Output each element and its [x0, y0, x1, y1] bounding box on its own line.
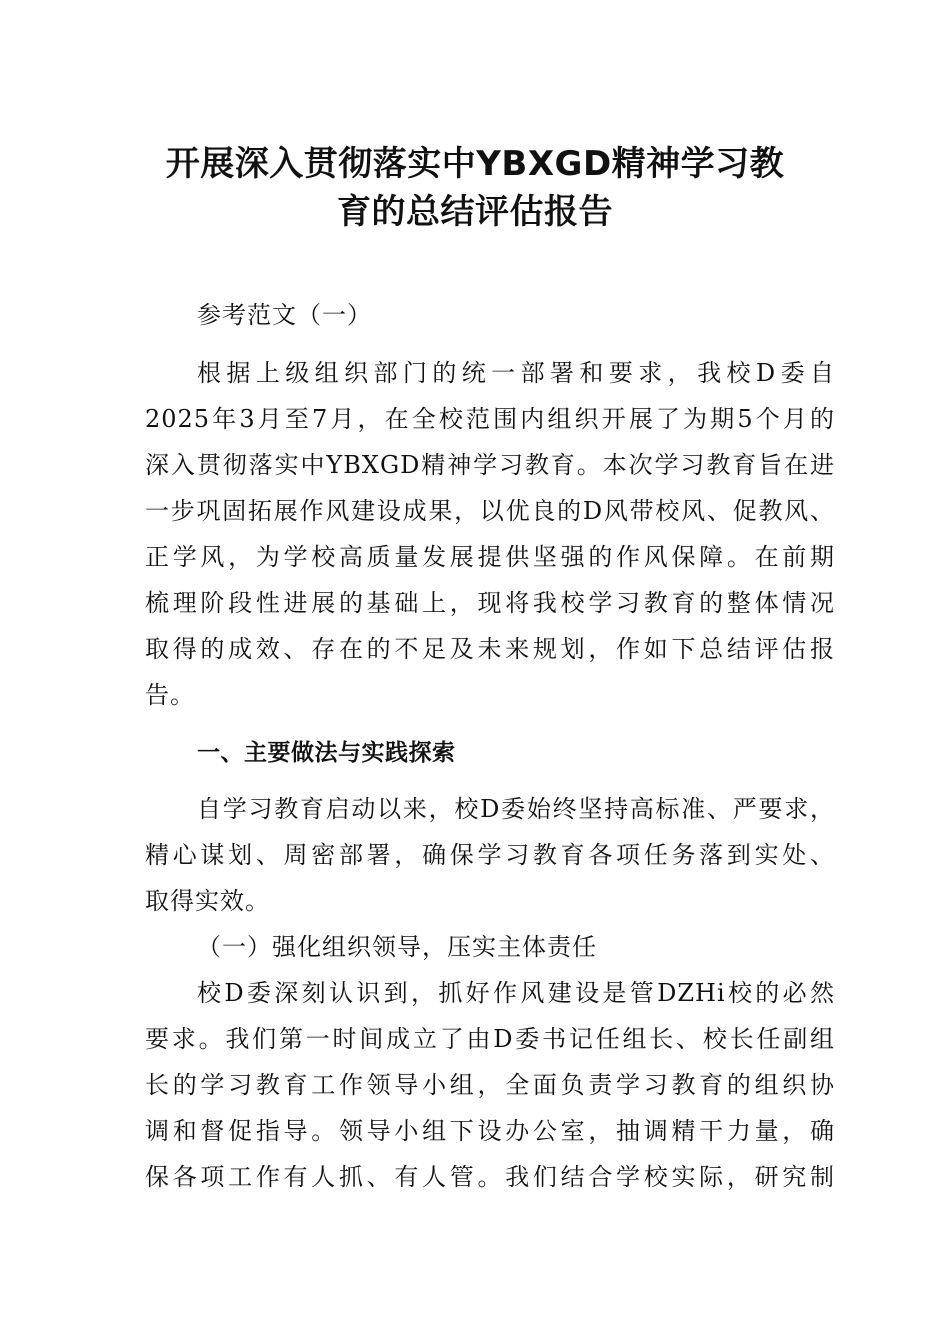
intro-line-4: 一步巩固拓展作风建设成果，以优良的D风带校风、促教风、: [145, 497, 835, 525]
intro-line-3: 深入贯彻落实中YBXGD精神学习教育。本次学习教育旨在进: [145, 451, 835, 479]
intro-line-1: 根据上级组织部门的统一部署和要求，我校D委自: [197, 359, 835, 387]
subsection-1-line-2: 要求。我们第一时间成立了由D委书记任组长、校长任副组: [145, 1025, 835, 1053]
document-title-line-2: 育的总结评估报告: [337, 192, 613, 232]
subsection-1-heading: （一）强化组织领导，压实主体责任: [197, 933, 597, 961]
section-1-heading: 一、主要做法与实践探索: [197, 740, 456, 766]
subsection-1-line-3: 长的学习教育工作领导小组，全面负责学习教育的组织协: [145, 1071, 835, 1099]
section-1-line-1: 自学习教育启动以来，校D委始终坚持高标准、严要求，: [197, 795, 835, 823]
intro-line-2: 2025年3月至7月，在全校范围内组织开展了为期5个月的: [145, 405, 835, 433]
intro-line-7: 取得的成效、存在的不足及未来规划，作如下总结评估报: [145, 635, 835, 663]
intro-line-8: 告。: [145, 681, 195, 709]
intro-line-5: 正学风，为学校高质量发展提供坚强的作风保障。在前期: [145, 543, 835, 571]
section-1-line-3: 取得实效。: [145, 887, 270, 915]
section-1-line-2: 精心谋划、周密部署，确保学习教育各项任务落到实处、: [145, 841, 835, 869]
subsection-1-line-1: 校D委深刻认识到，抓好作风建设是管DZHi校的必然: [197, 979, 835, 1007]
subsection-1-line-5: 保各项工作有人抓、有人管。我们结合学校实际，研究制: [145, 1163, 835, 1191]
subsection-1-line-4: 调和督促指导。领导小组下设办公室，抽调精干力量，确: [145, 1117, 835, 1145]
intro-line-6: 梳理阶段性进展的基础上，现将我校学习教育的整体情况: [145, 589, 835, 617]
document-title-line-1: 开展深入贯彻落实中YBXGD精神学习教: [165, 144, 785, 184]
reference-label: 参考范文（一）: [197, 301, 372, 329]
